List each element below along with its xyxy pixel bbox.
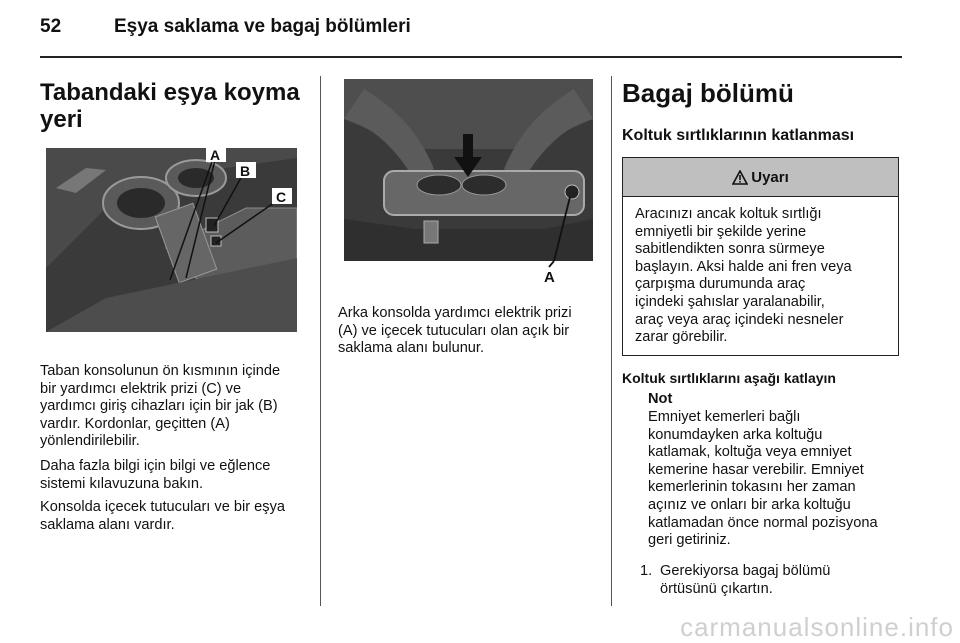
warning-box: [622, 157, 899, 356]
step-1: 1. Gerekiyorsa bagaj bölümü örtüsünü çıkartın.: [640, 563, 831, 597]
paragraph-rear-console: Arka konsolda yardımcı elektrik prizi (A) ve içecek tutucuları olan açık bir saklama alanı bulunur.: [338, 305, 572, 357]
section-heading-floor-storage: Tabandaki eşya koyma yeri: [40, 79, 300, 133]
figure-label-a-rear: A: [544, 269, 555, 284]
figure-label-b: B: [240, 163, 251, 179]
subheading-seatback-folding: Koltuk sırtlıklarının katlanması: [622, 127, 855, 144]
section-heading-trunk: Bagaj bölümü: [622, 78, 794, 108]
paragraph-front-console: Taban konsolunun ön kısmının içinde bir yardımcı elektrik prizi (C) ve yardımcı giriş cihazları için bir jak (B) vardır. Kordonlar, geçitten (A) yönlendirilebilir.: [40, 363, 281, 450]
front-console-figure: [46, 148, 297, 332]
paragraph-cupholders: Konsolda içecek tutucuları ve bir eşya saklama alanı vardır.: [40, 499, 285, 533]
watermark: carmanualsonline.info: [680, 612, 954, 642]
figure-label-c: C: [276, 189, 287, 205]
warning-header: [623, 158, 898, 197]
step-1-number: 1.: [640, 563, 653, 579]
note-title: Not: [648, 391, 673, 407]
figure-label-a: A: [210, 148, 221, 163]
subheading-fold-down: Koltuk sırtlıklarını aşağı katlayın: [622, 370, 836, 386]
column-divider-2: [611, 76, 612, 606]
warning-text: Aracınızı ancak koltuk sırtlığı emniyetli bir şekilde yerine sabitlendikten sonra sürmeye başlayın. Aksi halde ani fren veya çarpışma durumunda araç içindeki şahıslar yaralanabilir, araç veya araç içindeki nesneler zarar görebilir.: [635, 206, 852, 346]
column-divider-1: [320, 76, 321, 606]
page-number: 52: [40, 16, 62, 37]
warning-triangle-icon: [732, 170, 748, 185]
note-text: Emniyet kemerleri bağlı konumdayken arka koltuğu katlamak, koltuğa veya emniyet kemerine hasar verebilir. Emniyet kemerlerinin tokasını her zaman açınız ve onları bir arka koltuğu katlamadan önce normal pozisyona geri getiriniz.: [648, 409, 878, 549]
warning-title: Uyarı: [751, 168, 789, 186]
rear-console-figure: [344, 79, 593, 284]
paragraph-infotainment-ref: Daha fazla bilgi için bilgi ve eğlence sistemi kılavuzuna bakın.: [40, 458, 271, 492]
header-rule: [40, 56, 902, 58]
page-header-title: Eşya saklama ve bagaj bölümleri: [114, 16, 411, 37]
